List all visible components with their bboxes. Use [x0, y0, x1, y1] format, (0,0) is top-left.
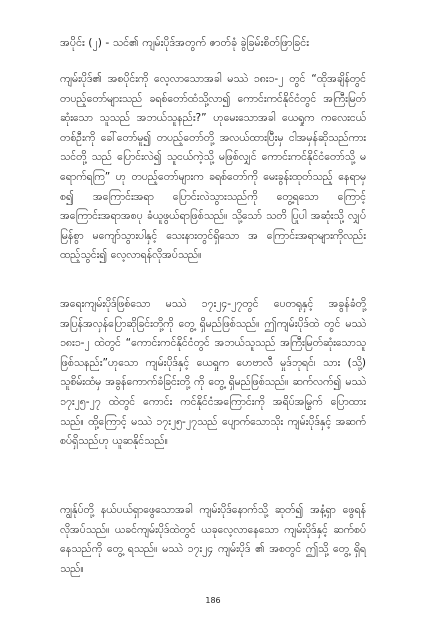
paragraph-1: ကျမ်းပိုဒ်၏ အစပိုင်းကို လေ့လာသောအခါ မဿဲ ၁၈း၁-၂ တွင် “ထိုအချိန်တွင် တပည့်တော်များသည် ခရစ်တော်ထံသို့လာ၍ ကောင်းကင်နိုင်ငံတွင် အကြီးမြတ်ဆုံးသော သူသည် အဘယ်သူနည်း?” ဟုမေးသောအခါ ယေရှုက ကလေးငယ်တစ်ဦးကို ခေါ်တော်မူ၍ တပည့်တော်တို့ အလယ်ထားပြီးမှ ငါအမှန်ဆိုသည်ကား သင်တို့ သည် ပြောင်းလဲ၍ သူငယ်ကဲ့သို့ မဖြစ်လျှင် ကောင်းကင်နိုင်ငံတော်သို့ မရောက်ရကြ” ဟု တပည့်တော်များက ခရစ်တော်ကို မေးခွန်းထုတ်သည့် နေရာမှစ၍ အကြောင်းအရာ ပြောင်းလဲသွားသည်ကို တွေ့ရသော ကြောင့် အကြောင်းအရာအစပု ခံယူဖွယ်ရာဖြစ်သည်။ သို့သော် သတိ ပြုပါ အဆုံးသို့ လျှပ်မြန်စွာ မကျော်သွားပါနှင့် သေးနားတွင်ရှိသော အ ကြောင်းအရာများကိုလည်း ထည့်သွင်း၍ လေ့လာရန်လိုအပ်သည်။: [60, 73, 366, 262]
page-number: 186: [205, 596, 221, 605]
paragraph-2: အရေးကျမ်းပိုဒ်ဖြစ်သော မဿဲ ၁၇း၂၄-၂၇တွင် ပေတရုနှင့် အခွန်ခံတို့ အပြန်အလှန်ပြောဆိုခြင်းတို့ကို တွေ့ ရှိမည်ဖြစ်သည်။ ဤကျမ်းပိုဒ်ထဲ တွင် မဿဲ ၁၈း၁-၂ ထဲတွင် “ကောင်းကင်နိုင်ငံတွင် အဘယ်သူသည် အကြီးမြတ်ဆုံးသောသူဖြစ်သနည်း”ဟုသော ကျမ်းပိုဒ်နှင့် ယေရှုက ဟေဗာလီ မှုဒ်ဘုရင်၊ သား (သို့) သူစိမ်းထံမှ အခွန်ကောက်ခံခြင်းတို့ ကို တွေ့ ရှိမည်ဖြစ်သည်။ ဆက်လက်၍ မဿဲ ၁၇း၂၅-၂၇ ထဲတွင် ကောင်း ကင်နိုင်ငံအကြောင်းကို အရိပ်အမြွက် ပြောထားသည်။ ထို့ကြောင့် မဿဲ ၁၇း၂၅-၂၇သည် ပျောက်သောသိုး ကျမ်းပိုဒ်နှင့် အဆက်စပ်ရှိသည်ဟု ယူဆနိုင်သည်။: [60, 298, 366, 448]
section-heading: အပိုင်း (၂) - သင်၏ ကျမ်းပိုဒ်အတွက် ဇာတ်ခုံ ခွဲခြမ်းစိတ်ဖြာခြင်း: [60, 36, 309, 49]
paragraph-3: ကျွန်ုပ်တို့ နယ်ပယ်ရှာဖွေသောအခါ ကျမ်းပိုဒ်နောက်သို့ ဆုတ်၍ အနံ့ရှာ ဖွေရန် လိုအပ်သည်။ ယခင်ကျမ်းပိုဒ်ထဲတွင် ယခုလေ့လာနေသော ကျမ်းပိုဒ်နှင့် ဆက်စပ်နေသည်ကို တွေ့ ရသည်။ မဿဲ ၁၇း၂၄ ကျမ်းပိုဒ် ၏ အစတွင် ဤသို့ တွေ့ ရှိရသည်။: [60, 504, 366, 575]
